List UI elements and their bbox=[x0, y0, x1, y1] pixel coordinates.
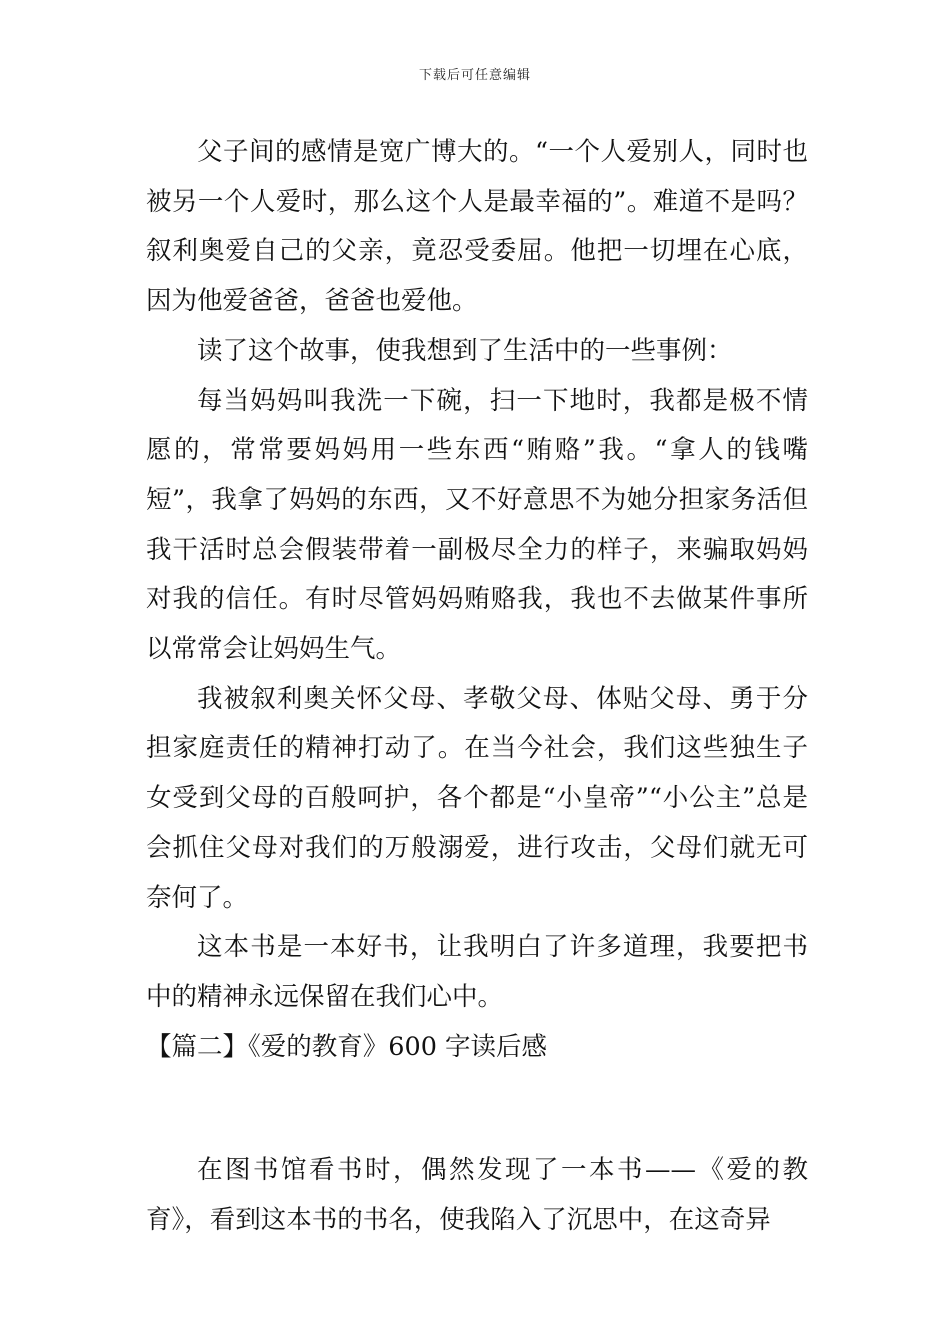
document-body bbox=[146, 128, 808, 1246]
section-title: 【篇二】《爱的教育》600 字读后感 bbox=[146, 1031, 548, 1062]
section-gap bbox=[146, 1072, 808, 1146]
paragraph: 我被叙利奥关怀父母、孝敬父母、体贴父母、勇于分担家庭责任的精神打动了。在当今社会，我们这些独生子女受到父母的百般呵护，各个都是“小皇帝”“小公主”总是会抓住父母对我们的万般溺爱，进行攻击，父母们就无可奈何了。 bbox=[146, 683, 808, 913]
paragraph: 在图书馆看书时，偶然发现了一本书——《爱的教育》，看到这本书的书名，使我陷入了沉思中，在这奇异 bbox=[146, 1155, 808, 1236]
paragraph: 父子间的感情是宽广博大的。“一个人爱别人，同时也被另一个人爱时，那么这个人是最幸福的”。难道不是吗？叙利奥爱自己的父亲，竟忍受委屈。他把一切埋在心底，因为他爱爸爸，爸爸也爱他。 bbox=[146, 137, 808, 317]
page-header: 下载后可任意编辑 bbox=[418, 68, 531, 83]
paragraph: 这本书是一本好书，让我明白了许多道理，我要把书中的精神永远保留在我们心中。 bbox=[146, 932, 808, 1012]
paragraph: 每当妈妈叫我洗一下碗，扫一下地时，我都是极不情愿的，常常要妈妈用一些东西“贿赂”我。“拿人的钱嘴短”，我拿了妈妈的东西，又不好意思不为她分担家务活但我干活时总会假装带着一副极尽全力的样子，来骗取妈妈对我的信任。有时尽管妈妈贿赂我，我也不去做某件事所以常常会让妈妈生气。 bbox=[146, 385, 808, 665]
paragraph: 读了这个故事，使我想到了生活中的一些事例： bbox=[197, 335, 733, 366]
